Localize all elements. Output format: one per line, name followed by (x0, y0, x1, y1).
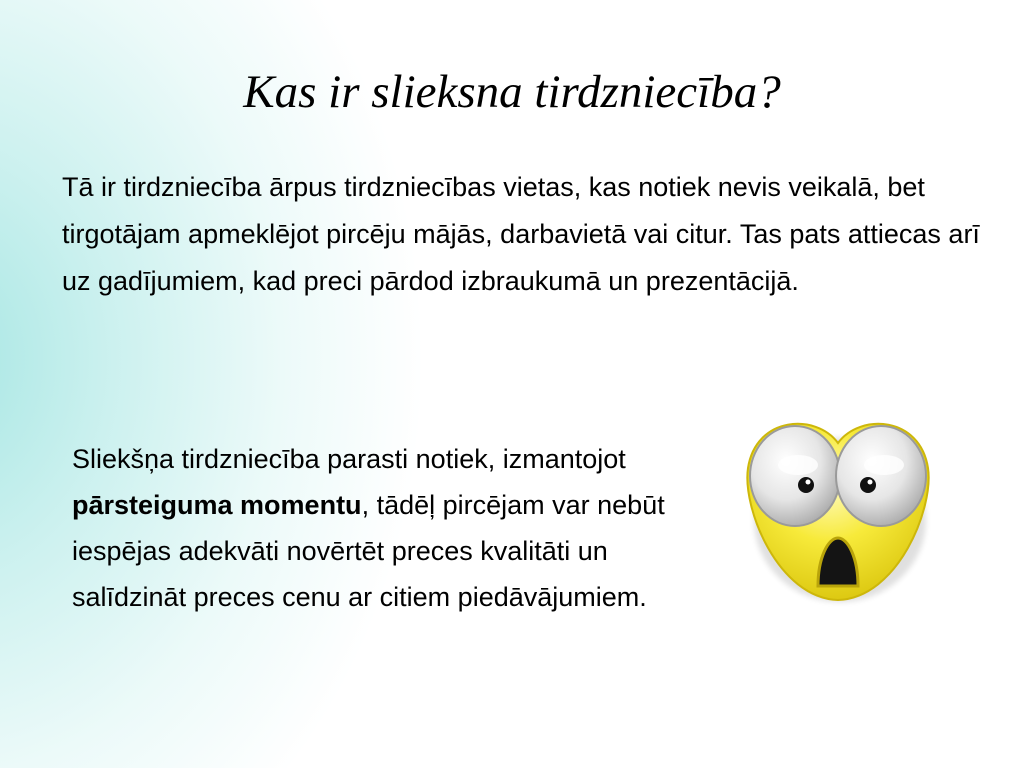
slide-title: Kas ir slieksna tirdzniecība? (243, 66, 781, 118)
paragraph-surprise-start: Sliekšņa tirdzniecība parasti notiek, izmantojot (72, 444, 626, 474)
paragraph-surprise (72, 436, 712, 620)
paragraph-definition: Tā ir tirdzniecība ārpus tirdzniecības vietas, kas notiek nevis veikalā, bet tirgotājam apmeklējot pircēju mājās, darbavietā vai citur. Tas pats attiecas arī uz gadījumiem, kad preci pārdod izbraukumā un prezentācijā. (62, 172, 980, 296)
surprised-smiley-icon (738, 408, 938, 608)
surprised-smiley-graphic (738, 408, 938, 608)
paragraph-surprise-end: , tādēļ pircējam var nebūt iespējas adekvāti novērtēt preces kvalitāti un salīdzināt preces cenu ar citiem piedāvājumiem. (72, 490, 665, 612)
emphasis-surprise-moment: pārsteiguma momentu (72, 490, 362, 520)
